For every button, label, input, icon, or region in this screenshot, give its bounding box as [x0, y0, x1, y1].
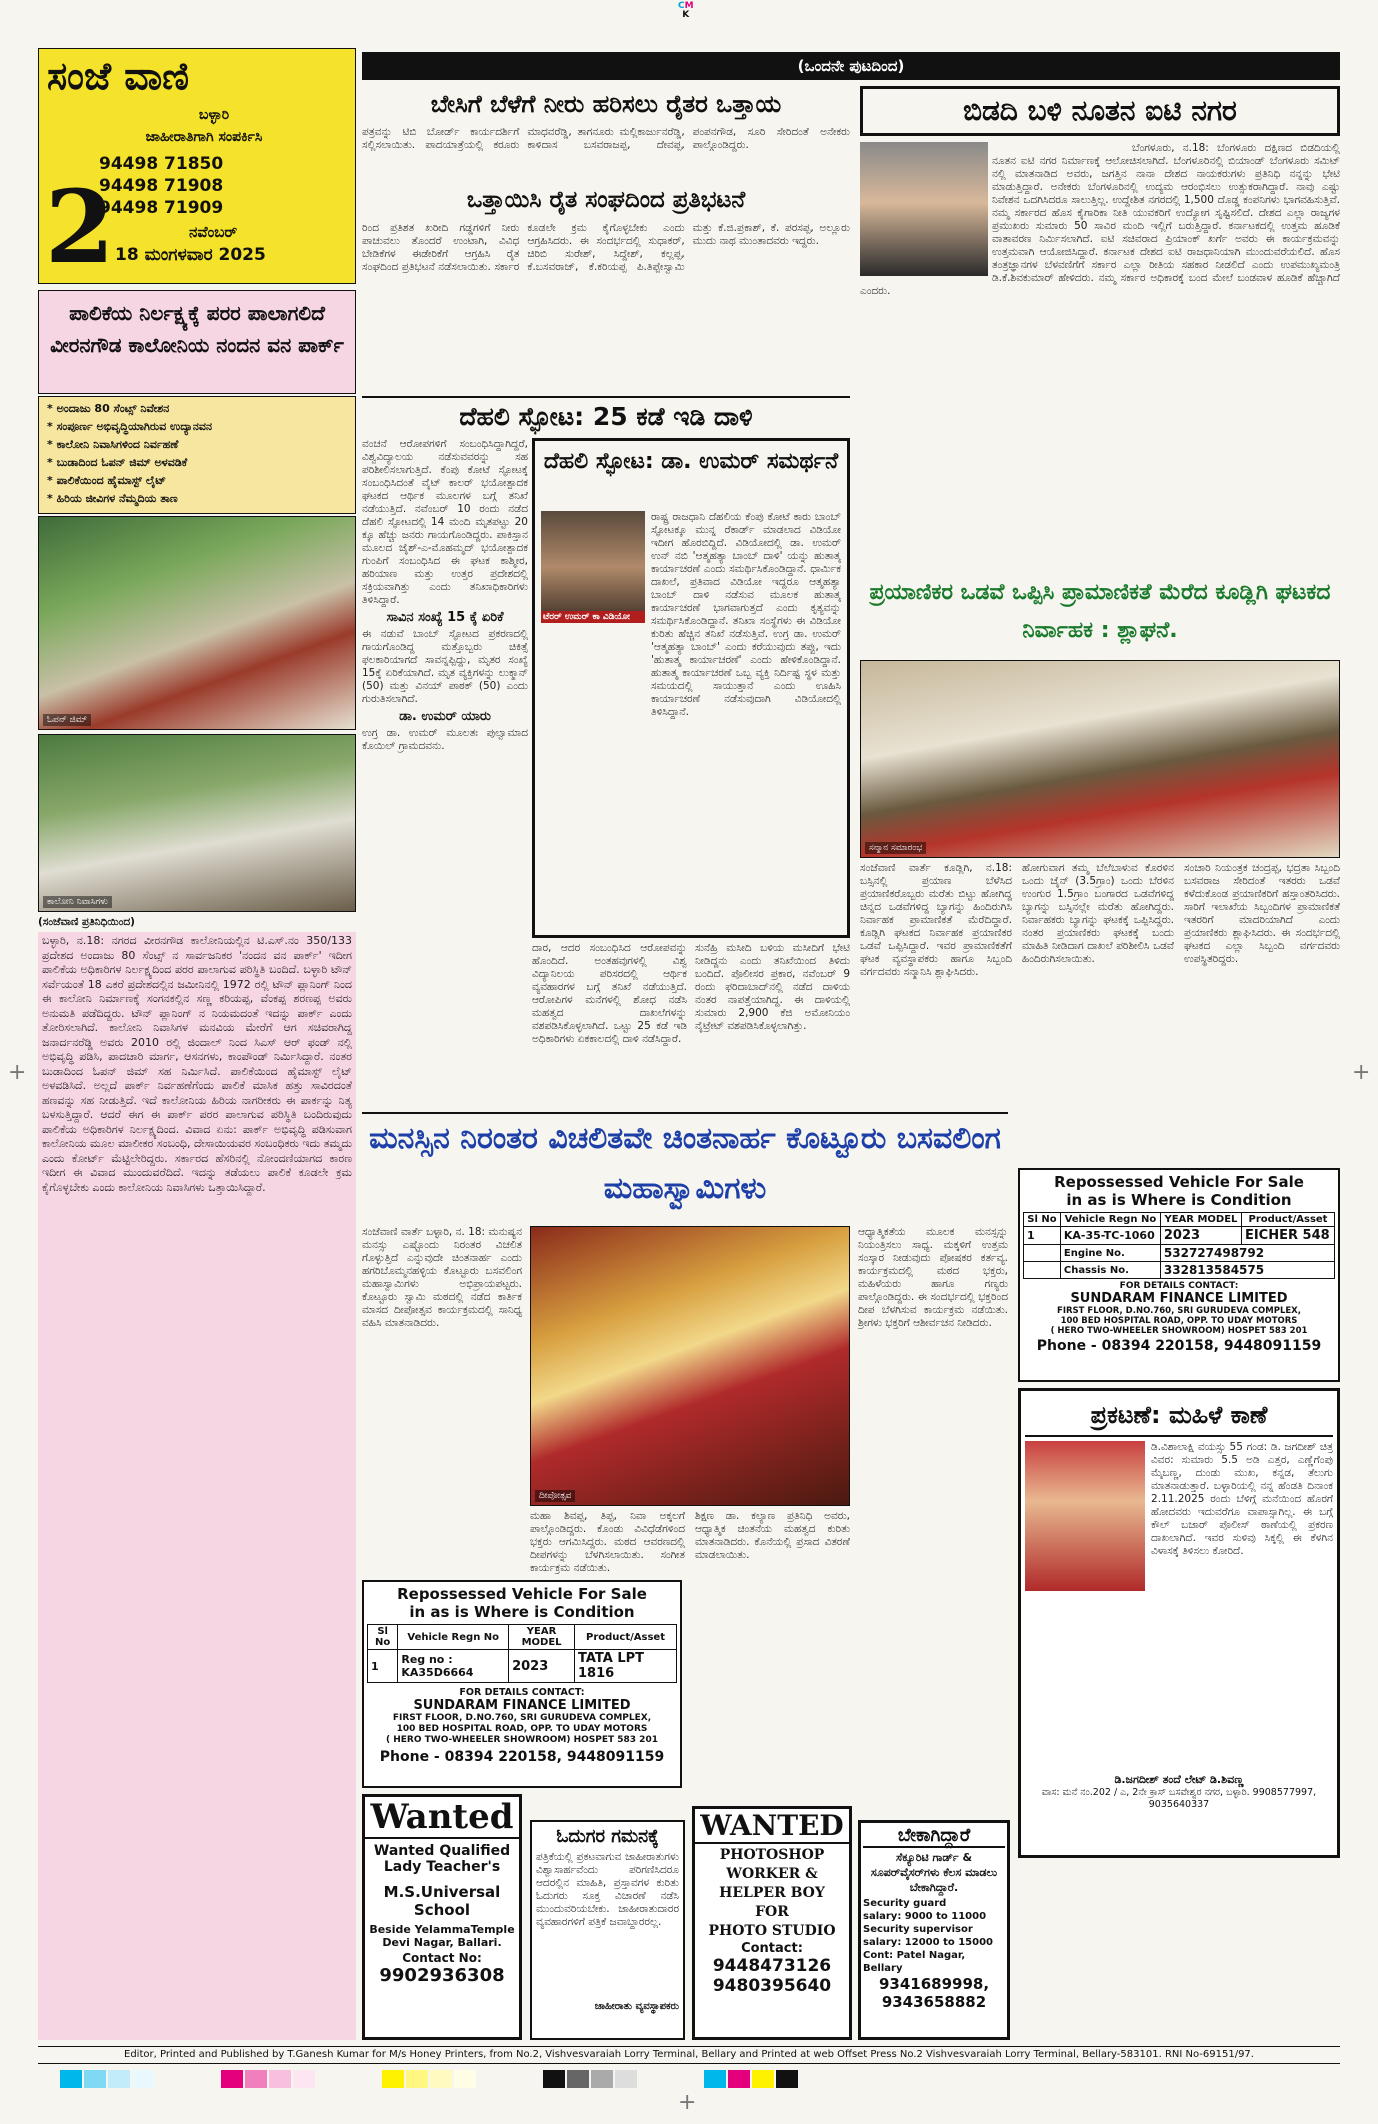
delhi-bottom-col2: ಸುನೆಹ್ರಿ ಮಸೀದಿ ಬಳಿಯ ಮಸೀದಿಗೆ ಭೇಟಿ ನೀಡಿದ್ದನು ಎಂದು ತನಿಖೆಯಿಂದ ತಿಳಿದು ಬಂದಿದೆ. ಪೊಲೀಸರ ಪ್ರಕಾರ, ನವೆಂಬರ್ 9 ರಂದು ಫರಿದಾಬಾದ್‌ನಲ್ಲಿ ನಡೆದ ದಾಳಿಯ ನಂತರ ನಾಪತ್ತೆಯಾಗಿದ್ದ. ಈ ದಾಳಿಯಲ್ಲಿ ಸುಮಾರು 2,900 ಕೆಜಿ ಅಮೋನಿಯಂ ನೈಟ್ರೇಟ್ ವಶಪಡಿಸಿಕೊಳ್ಳಲಾಗಿತ್ತು. — [695, 942, 850, 1032]
footer-imprint: Editor, Printed and Published by T.Ganesh Kumar for M/s Honey Printers, from No.2, Vishvesvaraiah Lorry Terminal, Bellary and Printed at web Offset Press No.2 Vishvesvaraiah Lorry Terminal, Bellary-583101. RNI No-69151/97. — [38, 2046, 1340, 2064]
swatch — [567, 2070, 589, 2088]
ad1-addr2: 100 BED HOSPITAL ROAD, OPP. TO UDAY MOTORS — [396, 1724, 648, 1734]
ad1-phone: Phone - 08394 220158, 9448091159 — [379, 1749, 665, 1765]
td: KA-35-TC-1060 — [1060, 1227, 1160, 1245]
wanted-teacher-title: Wanted — [365, 1797, 519, 1839]
swamiji-col4: ಶಿಕ್ಷಣ ಡಾ. ಕಲ್ಯಾಣ ಪ್ರತಿನಿಧಿ ಅವರು, ಆಧ್ಯಾತ್ಮಿಕ ಚಿಂತನೆಯ ಮಹತ್ವದ ಕುರಿತು ಮಾತನಾಡಿದರು. ಕೊನೆಯಲ್ಲಿ ಪ್ರಸಾದ ವಿತರಣೆ ಮಾಡಲಾಯಿತು. — [695, 1510, 850, 1561]
cmk-mark — [678, 2, 694, 20]
photo-label: ಸನ್ಮಾನ ಸಮಾರಂಭ — [865, 842, 926, 854]
bullet-text: ಪಾಲಿಕೆಯಿಂದ ಹೈಮಾಸ್ಟ್ ಲೈಟ್ — [56, 474, 167, 487]
td: Chassis No. — [1060, 1262, 1160, 1279]
swatch — [245, 2070, 267, 2088]
ad1-addr1: FIRST FLOOR, D.NO.760, SRI GURUDEVA COMPLEX, — [392, 1713, 652, 1723]
swatch — [108, 2070, 130, 2088]
farmers-body: ರಿಂದ ಪ್ರತಿಶತ ಖರೀದಿ ಗಡ್ಡಗಳಿಗೆ ನೀರು ಪಾಚುವಲು ತೊಂದರೆ ಉಂಟಾಗಿ, ವಿವಿಧ ಬೇಡಿಕೆಗಳ ಈಡೇರಿಕೆಗೆ ಆಗ್ರಹಿಸಿ ರೈತ ಸಂಘದಿಂದ ಪ್ರತಿಭಟನೆ ನಡೆಸಲಾಯಿತು. ಸರ್ಕಾರ ಕೂಡಲೇ ಕ್ರಮ ಕೈಗೊಳ್ಳಬೇಕು ಎಂದು ಆಗ್ರಹಿಸಿದರು. ಈ ಸಂದರ್ಭದಲ್ಲಿ ಸುಧಾಕರ್, ಚಿರಿಬಿ ಸುರೇಶ್, ಸಿದ್ದೇಶ್, ಕಲ್ಲಪ್ಪ, ಕೆ.ಬಸವರಾಜ್, ಕೆ.ಕರಿಯಪ್ಪ ಪಿ.ತಿಪ್ಪೇಸ್ವಾಮಿ ಮತ್ತು ಕೆ.ಜಿ.ಪ್ರಕಾಶ್, ಕೆ. ಪರಸಪ್ಪ, ಅಲ್ಲೂರು ಮುದು ನಾಥ ಮುಂತಾದವರು ಇದ್ದರು. — [362, 222, 850, 273]
ad1-contact-label: FOR DETAILS CONTACT: — [459, 1687, 585, 1698]
masthead-phone-1: 94498 71850 — [99, 154, 224, 174]
ad2-table — [1023, 1212, 1335, 1279]
td: 532727498792 — [1160, 1245, 1334, 1262]
wanted-photo-phone1: 9448473126 — [712, 1956, 832, 1976]
park-photo-gym — [38, 516, 356, 730]
security-guard-label: Security guard — [863, 1898, 947, 1909]
swatch — [591, 2070, 613, 2088]
wanted-photo-lines — [695, 1846, 849, 1941]
bullet-text: ಅಂದಾಜು 80 ಸೆಂಟ್ಸ್ ನಿವೇಶನ — [56, 402, 170, 415]
wanted-photo-phone2: 9480395640 — [712, 1976, 832, 1996]
security-ad-roles: ಸೆಕ್ಯೂರಿಟಿ ಗಾರ್ಡ್ & ಸೂಪರ್‌ವೈಸರ್‌ಗಳು ಕೆಲಸ ಮಾಡಲು ಬೇಕಾಗಿದ್ದಾರೆ. — [870, 1851, 998, 1894]
td: EICHER 548 — [1241, 1227, 1334, 1245]
wanted-teacher-phone: 9902936308 — [379, 1965, 505, 1986]
masthead-month: ನವೆಂಬರ್ — [189, 223, 238, 241]
wanted-photo-line5: PHOTO STUDIO — [708, 1923, 836, 1939]
photo-label: ಕಾಲೋನಿ ನಿವಾಸಿಗಳು — [43, 896, 112, 908]
td — [1024, 1245, 1061, 1262]
ad2-addr3: ( HERO TWO-WHEELER SHOWROOM) HOSPET 583 201 — [1050, 1326, 1308, 1336]
missing-person-photo — [1025, 1441, 1145, 1591]
swatch — [132, 2070, 154, 2088]
bus-story-col1: ಸಂಜೆವಾಣಿ ವಾರ್ತೆ ಕೂಡ್ಲಿಗಿ, ನ.18: ಬಸ್ಸಿನಲ್ಲಿ ಪ್ರಯಾಣ ಬೆಳೆಸಿದ ಪ್ರಯಾಣಿಕರೊಬ್ಬರು ಮರೆತು ಬಿಟ್ಟು ಹೋಗಿದ್ದ ಚಿನ್ನದ ಒಡವೆಗಳಿದ್ದ ಬ್ಯಾಗನ್ನು ಹಿಂದಿರುಗಿಸಿ ನಿರ್ವಾಹಕ ಪ್ರಾಮಾಣಿಕತೆ ಮೆರೆದಿದ್ದಾರೆ. ಕೂಡ್ಲಿಗಿ ಘಟಕದ ನಿರ್ವಾಹಕ ಪ್ರಯಾಣಿಕರ ಒಡವೆ ಒಪ್ಪಿಸಿದ್ದಾರೆ. ಇವರ ಪ್ರಾಮಾಣಿಕತೆಗೆ ಘಟಕ ವ್ಯವಸ್ಥಾಪಕರು ಹಾಗೂ ಸಿಬ್ಬಂದಿ ವರ್ಗದವರು ಸನ್ಮಾನಿಸಿ ಶ್ಲಾಘಿಸಿದರು. — [860, 862, 1012, 978]
masthead-ad-label: ಜಾಹೀರಾತಿಗಾಗಿ ಸಂಪರ್ಕಿಸಿ — [145, 129, 263, 145]
photo-label: ದೀಪೋತ್ಸವ — [535, 1490, 575, 1502]
readers-note-body: ಪತ್ರಿಕೆಯಲ್ಲಿ ಪ್ರಕಟವಾಗುವ ಜಾಹೀರಾತುಗಳು ವಿಶ್ವಾಸಾರ್ಹವೆಂದು ಪರಿಗಣಿಸಿದರೂ ಆದರಲ್ಲಿನ ಮಾಹಿತಿ, ಪ್ರಸ್ತಾವಗಳ ಕುರಿತು ಓದುಗರು ಸೂಕ್ತ ವಿಚಾರಣೆ ನಡೆಸಿ ಮುಂದುವರಿಯಬೇಕು. ಜಾಹೀರಾತುದಾರರ ವ್ಯವಹಾರಗಳಿಗೆ ಪತ್ರಿಕೆ ಜವಾಬ್ದಾರರಲ್ಲ. — [536, 1851, 679, 1928]
irrigation-body: ಪತ್ರವನ್ನು ಟಿಬಿ ಬೋರ್ಡ್ ಕಾರ್ಯದರ್ಶಿಗೆ ಸಲ್ಲಿಸಲಾಯಿತು. ಪಾದಯಾತ್ರೆಯಲ್ಲಿ ಕರೂರು ಮಾಧವರೆಡ್ಡಿ, ತಾಗನೂರು ಮಲ್ಲಿಕಾರ್ಜುನರೆಡ್ಡಿ, ಕಾಳಿದಾಸ ಬಸವರಾಜಪ್ಪ, ದೇವಪ್ಪ, ಪಂಪನಗೌಡ, ಸೂರಿ ಸೇರಿದಂತೆ ಅನೇಕರು ಪಾಲ್ಗೊಂಡಿದ್ದರು. — [362, 126, 850, 151]
bullet: * ಸಂಪೂರ್ಣ ಅಭಿವೃದ್ಧಿಯಾಗಿರುವ ಉದ್ಯಾನವನ — [47, 420, 213, 433]
security-ad-details — [863, 1897, 1005, 1975]
swatch — [382, 2070, 404, 2088]
delhi-banner: ದೆಹಲಿ ಸ್ಫೋಟ: 25 ಕಡೆ ಇಡಿ ದಾಳಿ — [362, 396, 850, 434]
security-guard-salary: salary: 9000 to 11000 — [863, 1911, 987, 1922]
left-story-bullets — [38, 396, 356, 514]
ad2-title2: in as is Where is Condition — [1066, 1191, 1292, 1209]
bullet: * ಬುಡಾದಿಂದ ಓಪನ್ ಜಿಮ್ ಅಳವಡಿಕೆ — [47, 456, 188, 469]
security-addr: Cont: Patel Nagar, Bellary — [863, 1950, 966, 1974]
security-phone2: 9343658882 — [881, 1993, 987, 2011]
masthead-city: ಬಳ್ಳಾರಿ — [198, 107, 230, 123]
swatch — [615, 2070, 637, 2088]
it-city-body — [860, 142, 1340, 568]
swatch — [84, 2070, 106, 2088]
photo-spacer — [860, 142, 992, 278]
swatch — [430, 2070, 452, 2088]
repossessed-ad-2 — [1018, 1168, 1340, 1382]
delhi-left-body2: ಈ ನಡುವೆ ಬಾಂಬ್ ಸ್ಫೋಟದ ಪ್ರಕರಣದಲ್ಲಿ ಗಾಯಗೊಂಡಿದ್ದ ಮತ್ತೊಬ್ಬರು ಚಿಕಿತ್ಸೆ ಫಲಕಾರಿಯಾಗದೆ ಸಾವನ್ನಪ್ಪಿದ್ದು, ಮೃತರ ಸಂಖ್ಯೆ 15ಕ್ಕೆ ಏರಿಕೆಯಾಗಿದೆ. ಮೃತ ವ್ಯಕ್ತಿಗಳನ್ನು ಲುಕ್ಮಾನ್ (50) ಮತ್ತು ವಿನಯ್ ಪಾಠಕ್ (50) ಎಂದು ಗುರುತಿಸಲಾಗಿದೆ. — [362, 628, 528, 705]
ad2-addr1: FIRST FLOOR, D.NO.760, SRI GURUDEVA COMPLEX, — [1057, 1306, 1301, 1316]
swatch — [752, 2070, 774, 2088]
swatch — [454, 2070, 476, 2088]
masthead-phone-3: 94498 71909 — [99, 198, 224, 218]
missing-body: ಡಿ.ವಿಶಾಲಾಕ್ಷಿ ವಯಸ್ಸು 55 ಗಂಡ: ಡಿ. ಜಗದೀಶ್ ಚಿತ್ರ ವಿವರ: ಸುಮಾರು 5.5 ಅಡಿ ಎತ್ತರ, ಎಣ್ಣೆಗೆಂಪು ಮೈಬಣ್ಣ, ದುಂಡು ಮುಖ, ಕನ್ನಡ, ತೆಲುಗು ಮಾತನಾಡುತ್ತಾರೆ. ಬಳ್ಳಾರಿಯಲ್ಲಿ ನನ್ನ ಹೆಂಡತಿ ದಿನಾಂಕ 2.11.2025 ರಂದು ಬೆಳಿಗ್ಗೆ ಮನೆಯಿಂದ ಹೊರಗೆ ಹೋದವರು ಇದುವರೆಗೂ ವಾಪಾಸ್ಸಾಗಿಲ್ಲ. ಈ ಬಗ್ಗೆ ಕೌಲ್ ಬಜಾರ್ ಪೊಲೀಸ್ ಠಾಣೆಯಲ್ಲಿ ಪ್ರಕರಣ ದಾಖಲಾಗಿದೆ. ಇವರ ಸುಳಿವು ಸಿಕ್ಕಲ್ಲಿ ಈ ಕೆಳಗಿನ ವಿಳಾಸಕ್ಕೆ ತಿಳಿಸಲು ಕೋರಿದೆ. — [1151, 1441, 1333, 1557]
wanted-teacher-contact-label: Contact No: — [402, 1951, 482, 1965]
wanted-photo-line2: WORKER & — [726, 1866, 818, 1882]
td: Reg no : KA35D6664 — [398, 1650, 509, 1683]
td: 1 — [1024, 1227, 1061, 1245]
missing-notice — [1018, 1388, 1340, 1858]
delhi-left-body: ವಂಚನೆ ಆರೋಪಗಳಿಗೆ ಸಂಬಂಧಿಸಿದ್ದಾಗಿದ್ದರೆ, ವಿಶ್ವವಿದ್ಯಾಲಯ ನಡೆಸುವವರನ್ನು ಸಹ ಪರಿಶೀಲಿಸಲಾಗುತ್ತಿದೆ. ಕೆಂಪು ಕೋಟೆ ಸ್ಫೋಟಕ್ಕೆ ಸಂಬಂಧಿಸಿದಂತೆ ವೈಟ್ ಕಾಲರ್ ಭಯೋತ್ಪಾದಕ ಘಟಕದ ಆರ್ಥಿಕ ಮೂಲಗಳ ಬಗ್ಗೆ ತನಿಖೆ ನಡೆಯುತ್ತಿದೆ. ನವೆಂಬರ್ 10 ರಂದು ನಡೆದ ದೆಹಲಿ ಸ್ಫೋಟದಲ್ಲಿ 14 ಮಂದಿ ಮೃತಪಟ್ಟು 20 ಕ್ಕೂ ಹೆಚ್ಚು ಜನರು ಗಾಯಗೊಂಡಿದ್ದರು. ಪಾಕಿಸ್ತಾನ ಮೂಲದ ಜೈಶ್-ಎ-ಮೊಹಮ್ಮದ್ ಭಯೋತ್ಪಾದಕ ಗುಂಪಿಗೆ ಸಂಬಂಧಿಸಿದ ಈ ಘಟಕ ಕಾಶ್ಮೀರ, ಹರಿಯಾಣ ಮತ್ತು ಉತ್ತರ ಪ್ರದೇಶದಲ್ಲಿ ಸಕ್ರಿಯವಾಗಿತ್ತು ಎಂದು ತನಿಖಾಧಿಕಾರಿಗಳು ತಿಳಿಸಿದ್ದಾರೆ. — [362, 438, 528, 606]
td — [1024, 1262, 1061, 1279]
bullet: * ಪಾಲಿಕೆಯಿಂದ ಹೈಮಾಸ್ಟ್ ಲೈಟ್ — [47, 474, 167, 487]
delhi-subhead-deaths: ಸಾವಿನ ಸಂಖ್ಯೆ 15 ಕ್ಕೆ ಏರಿಕೆ — [386, 610, 504, 625]
security-sup-label: Security supervisor — [863, 1924, 973, 1935]
wanted-teacher-ad — [362, 1794, 522, 2040]
irrigation-headline: ಬೇಸಿಗೆ ಬೆಳೆಗೆ ನೀರು ಹರಿಸಲು ರೈತರ ಒತ್ತಾಯ — [430, 90, 782, 118]
delhi-box-headline: ದೆಹಲಿ ಸ್ಫೋಟ: ಡಾ. ಉಮರ್ ಸಮರ್ಥನೆ — [543, 449, 839, 474]
color-calibration-strip — [60, 2070, 1320, 2090]
th: Product/Asset — [1241, 1213, 1334, 1227]
registration-mark-bottom: + — [678, 2090, 697, 2115]
td: 1 — [368, 1650, 398, 1683]
bus-story-headline: ಪ್ರಯಾಣಿಕರ ಒಡವೆ ಒಪ್ಪಿಸಿ ಪ್ರಾಮಾಣಿಕತೆ ಮೆರೆದ ಕೂಡ್ಲಿಗಿ ಘಟಕದ ನಿರ್ವಾಹಕ : ಶ್ಲಾಘನೆ. — [869, 580, 1331, 643]
left-story-byline: (ಸಂಜೆವಾಣಿ ಪ್ರತಿನಿಧಿಯಿಂದ) — [38, 916, 135, 928]
readers-note — [530, 1820, 685, 2040]
ad2-addr2: 100 BED HOSPITAL ROAD, OPP. TO UDAY MOTORS — [1060, 1316, 1298, 1326]
delhi-bottom-col1: ದಾರ, ಆದರ ಸಂಬಂಧಿಸಿದ ಆರೋಪವನ್ನು ಹೊಂದಿದೆ. ಅಂತಹವುಗಳಲ್ಲಿ ವಿಶ್ವ ವಿದ್ಯಾನಿಲಯ ಪರಿಸರದಲ್ಲಿ ಆರ್ಥಿಕ ವ್ಯವಹಾರಗಳ ಬಗ್ಗೆ ತನಿಖೆ ನಡೆಯುತ್ತಿದೆ. ಆರೋಪಿಗಳ ಮನೆಗಳಲ್ಲಿ ಶೋಧ ನಡೆಸಿ ಮಹತ್ವದ ದಾಖಲೆಗಳನ್ನು ವಶಪಡಿಸಿಕೊಳ್ಳಲಾಗಿದೆ. ಒಟ್ಟು 25 ಕಡೆ ಇಡಿ ಅಧಿಕಾರಿಗಳು ಏಕಕಾಲದಲ್ಲಿ ದಾಳಿ ನಡೆಸಿದ್ದಾರೆ. — [532, 942, 687, 1045]
left-story-headline: ಪಾಲಿಕೆಯ ನಿರ್ಲಕ್ಷ್ಯಕ್ಕೆ ಪರರ ಪಾಲಾಗಲಿದೆ ವೀರನಗೌಡ ಕಾಲೋನಿಯ ನಂದನ ವನ ಪಾರ್ಕ್ — [38, 290, 356, 394]
security-phone1: 9341689998, — [878, 1975, 990, 1993]
swamiji-col2: ಆಧ್ಯಾತ್ಮಿಕತೆಯ ಮೂಲಕ ಮನಸ್ಸನ್ನು ನಿಯಂತ್ರಿಸಲು ಸಾಧ್ಯ. ಮಕ್ಕಳಿಗೆ ಉತ್ತಮ ಸಂಸ್ಕಾರ ನೀಡುವುದು ಪೋಷಕರ ಕರ್ತವ್ಯ. ಕಾರ್ಯಕ್ರಮದಲ್ಲಿ ಮಠದ ಭಕ್ತರು, ಮಹಿಳೆಯರು ಹಾಗೂ ಗಣ್ಯರು ಪಾಲ್ಗೊಂಡಿದ್ದರು. ಈ ಸಂದರ್ಭದಲ್ಲಿ ಭಕ್ತರಿಂದ ದೀಪ ಬೆಳಗಿಸುವ ಕಾರ್ಯಕ್ರಮ ನಡೆಯಿತು. ಶ್ರೀಗಳು ಭಕ್ತರಿಗೆ ಆಶೀರ್ವಚನ ನೀಡಿದರು. — [858, 1226, 1008, 1329]
ad1-address — [367, 1713, 677, 1746]
bus-story-col3: ಸಂಚಾರಿ ನಿಯಂತ್ರಕ ಚಂದ್ರಪ್ಪ, ಭದ್ರತಾ ಸಿಬ್ಬಂದಿ ಬಸವರಾಜ ಸೇರಿದಂತೆ ಇತರರು ಒಡವೆ ಕಳೆದುಕೊಂಡ ಪ್ರಯಾಣಿಕರಿಗೆ ಹಸ್ತಾಂತರಿಸಿದರು. ಸಾರಿಗೆ ಇಲಾಖೆಯ ಸಿಬ್ಬಂದಿಗಳ ಪ್ರಾಮಾಣಿಕತೆ ಇತರರಿಗೆ ಮಾದರಿಯಾಗಿದೆ ಎಂದು ಪ್ರಯಾಣಿಕರು ಶ್ಲಾಘಿಸಿದರು. ಈ ಸಂದರ್ಭದಲ್ಲಿ ಘಟಕದ ಎಲ್ಲಾ ಸಿಬ್ಬಂದಿ ವರ್ಗದವರು ಉಪಸ್ಥಿತರಿದ್ದರು. — [1184, 862, 1340, 965]
masthead-date: 18 ಮಂಗಳವಾರ 2025 — [115, 245, 266, 265]
th: YEAR MODEL — [509, 1625, 575, 1650]
swamiji-col1: ಸಂಜೆವಾಣಿ ವಾರ್ತೆ ಬಳ್ಳಾರಿ, ನ. 18: ಮನುಷ್ಯನ ಮನಸ್ಸು ಎಷ್ಟೊಂದು ನಿರಂತರ ವಿಚಲಿತ ಗೊಳ್ಳುತ್ತಿದೆ ಎನ್ನುವುದೇ ಚಿಂತನಾರ್ಹ ಎಂದು ಹಗರಿಬೊಮ್ಮನಹಳ್ಳಿಯ ಕೊಟ್ಟೂರು ಬಸವಲಿಂಗ ಮಹಾಸ್ವಾಮಿಗಳು ಅಭಿಪ್ರಾಯಪಟ್ಟರು. ಕೊಟ್ಟೂರು ಸ್ವಾಮಿ ಮಠದಲ್ಲಿ ನಡೆದ ಕಾರ್ತಿಕ ಮಾಸದ ದೀಪೋತ್ಸವ ಕಾರ್ಯಕ್ರಮದಲ್ಲಿ ಸಾನಿಧ್ಯ ವಹಿಸಿ ಮಾತನಾಡಿದರು. — [362, 1226, 522, 1329]
missing-contact-addr: ವಾಸ: ಮನೆ ನಂ.202 / ಎ, 2ನೇ ಕ್ರಾಸ್ ಬಸವೇಶ್ವರ ನಗರ, ಬಳ್ಳಾರಿ. 9908577997, 9035640337 — [1041, 1787, 1317, 1810]
td: Engine No. — [1060, 1245, 1160, 1262]
ad2-address — [1023, 1306, 1335, 1336]
bullet: * ಕಾಲೋನಿ ನಿವಾಸಿಗಳಿಂದ ನಿರ್ವಹಣೆ — [47, 438, 179, 451]
th: Vehicle Regn No — [398, 1625, 509, 1650]
wanted-teacher-school: M.S.Universal School — [383, 1883, 501, 1919]
registration-mark-left: + — [8, 1060, 27, 1085]
td: 2023 — [1160, 1227, 1241, 1245]
td: 332813584575 — [1160, 1262, 1334, 1279]
continued-bar: (ಒಂದನೇ ಪುಟದಿಂದ) — [362, 52, 1340, 80]
ad2-contact-label: FOR DETAILS CONTACT: — [1119, 1281, 1239, 1291]
security-ad-title: ಬೇಕಾಗಿದ್ದಾರೆ — [863, 1825, 1005, 1848]
swamiji-headline: ಮನಸ್ಸಿನ ನಿರಂತರ ವಿಚಲಿತವೇ ಚಿಂತನಾರ್ಹ ಕೊಟ್ಟೂರು ಬಸವಲಿಂಗ ಮಹಾಸ್ವಾಮಿಗಳು — [362, 1112, 1008, 1222]
bus-story-col2: ಹೋಗುವಾಗ ತಮ್ಮ ಬೆಲೆಬಾಳುವ ಕೊರಳಿನ ಒಂದು ಚೈನ್ (3.5ಗ್ರಾಂ) ಒಂದು ಬೆರಳಿನ ಉಂಗುರ 1.5ಗ್ರಾಂ ಬಂಗಾರದ ಒಡವೆಗಳಿದ್ದ ಬ್ಯಾಗನ್ನು ಬಸ್ಸಿನಲ್ಲೇ ಮರೆತು ಹೋಗಿದ್ದರು. ನಿರ್ವಾಹಕರು ಬ್ಯಾಗನ್ನು ಘಟಕಕ್ಕೆ ಒಪ್ಪಿಸಿದ್ದರು. ನಂತರ ಪ್ರಯಾಣಿಕರು ಘಟಕಕ್ಕೆ ಬಂದು ಮಾಹಿತಿ ನೀಡಿದಾಗ ದಾಖಲೆ ಪರಿಶೀಲಿಸಿ ಒಡವೆ ಹಿಂದಿರುಗಿಸಲಾಯಿತು. — [1022, 862, 1174, 965]
bullet-text: ಬುಡಾದಿಂದ ಓಪನ್ ಜಿಮ್ ಅಳವಡಿಕೆ — [56, 456, 188, 469]
wanted-photo-line3: HELPER BOY — [719, 1885, 825, 1901]
it-city-text: ಬೆಂಗಳೂರು, ನ.18: ಬೆಂಗಳೂರು ದಕ್ಷಿಣದ ಬಿಡದಿಯಲ್ಲಿ ನೂತನ ಐಟಿ ನಗರ ನಿರ್ಮಾಣಕ್ಕೆ ಆಲೋಚಿಸಲಾಗಿದೆ. ಬೆಂಗಳೂರಿನಲ್ಲಿ ಬಿಯಾಂಡ್ ಬೆಂಗಳೂರು ಸಮಿಟ್ ನಲ್ಲಿ ಮಾತನಾಡಿದ ಅವರು, ಜಗತ್ತಿನ ನಾನಾ ದೇಶದ ನಾಯಕರುಗಳು ಪ್ರತಿನಿಧಿ ನನ್ನನ್ನು ಭೇಟಿ ಮಾಡುತ್ತಿದ್ದಾರೆ. ಅನೇಕರು ಬೆಂಗಳೂರಿನಲ್ಲಿ ಉದ್ಯಮ ಆರಂಭಿಸಲು ಉತ್ಸುಕರಾಗಿದ್ದಾರೆ. ನಾವು ಎಷ್ಟು ನಿವೇಶನ ಒದಗಿಸಿದರೂ ಸಾಲುತ್ತಿಲ್ಲ. ಉದ್ದೇಶಿತ ನಗರದಲ್ಲಿ 1,500 ದೊಡ್ಡ ಕಂಪನಿಗಳು ಭಾಗವಹಿಸುತ್ತಿವೆ. ನಮ್ಮ ಸರ್ಕಾರದ ಹೊಸ ಕೈಗಾರಿಕಾ ನೀತಿ ಯುವಕರಿಗೆ ಉದ್ಯೋಗ ಸೃಷ್ಟಿಸಲಿದೆ. ದೇಶದ ಎಲ್ಲಾ ರಾಜ್ಯಗಳ ಪ್ರಮುಖರು ಸುಮಾರು 50 ಸಾವಿರ ಮಂದಿ ಇಲ್ಲಿಗೆ ಬರುತ್ತಿದ್ದಾರೆ. ಕರ್ನಾಟಕದಲ್ಲಿ ಉತ್ತಮ ಹೂಡಿಕೆ ವಾತಾವರಣ ನಿರ್ಮಿಸಲಾಗಿದೆ. ಐಟಿ ಸಚಿವರಾದ ಪ್ರಿಯಾಂಕ್ ಖರ್ಗೆ ಅವರು ಈ ಕಾರ್ಯಕ್ರಮವನ್ನು ಉತ್ತಮವಾಗಿ ಆಯೋಜಿಸಿದ್ದಾರೆ. ಕರ್ನಾಟಕ ದೇಶದ ಐಟಿ ರಾಜಧಾನಿಯಾಗಿ ಮುಂದುವರೆಯಲಿದೆ. ಹೊಸ ತಂತ್ರಜ್ಞಾನಗಳ ಬೆಳವಣಿಗೆಗೆ ಸರ್ಕಾರ ಎಲ್ಲಾ ರೀತಿಯ ಸಹಕಾರ ನೀಡಲಿದೆ ಎಂದು ಉಪಮುಖ್ಯಮಂತ್ರಿ ಡಿ.ಕೆ.ಶಿವಕುಮಾರ್ ಹೇಳಿದರು. ನಮ್ಮ ಸರ್ಕಾರ ಅಧಿಕಾರಕ್ಕೆ ಬಂದ ಮೇಲೆ ಬಂಡವಾಳ ಹೂಡಿಕೆ ಹೆಚ್ಚಾಗಿದೆ ಎಂದರು. — [860, 142, 1340, 297]
ad1-title2: in as is Where is Condition — [409, 1603, 635, 1621]
bullet-text: ಸಂಪೂರ್ಣ ಅಭಿವೃದ್ಧಿಯಾಗಿರುವ ಉದ್ಯಾನವನ — [56, 420, 213, 433]
swatch — [704, 2070, 726, 2088]
ad1-table — [367, 1624, 677, 1683]
th: Vehicle Regn No — [1060, 1213, 1160, 1227]
wanted-teacher-addr: Beside YelammaTemple Devi Nagar, Ballari. — [369, 1923, 515, 1949]
td: TATA LPT 1816 — [575, 1650, 677, 1683]
page-number: 2 — [45, 168, 115, 286]
ad1-company: SUNDARAM FINANCE LIMITED — [413, 1698, 631, 1713]
delhi-left-col — [362, 438, 528, 1106]
th: Sl No — [368, 1625, 398, 1650]
photo-label: ಓಪನ್ ಜಿಮ್ — [43, 714, 91, 726]
bullet: * ಅಂದಾಜು 80 ಸೆಂಟ್ಸ್ ನಿವೇಶನ — [47, 402, 170, 415]
missing-headline: ಪ್ರಕಟಣೆ: ಮಹಿಳೆ ಕಾಣೆ — [1025, 1395, 1333, 1437]
swatch — [728, 2070, 750, 2088]
readers-note-title: ಓದುಗರ ಗಮನಕ್ಕೆ — [556, 1826, 659, 1847]
cmk-m: M — [684, 1, 694, 11]
wanted-photo-line1: PHOTOSHOP — [719, 1847, 825, 1863]
readers-note-sign: ಜಾಹೀರಾತು ವ್ಯವಸ್ಥಾಪಕರು — [594, 2001, 679, 2012]
park-photo-residents — [38, 734, 356, 912]
repossessed-ad-1 — [362, 1580, 682, 1788]
wanted-photo-title: WANTED — [695, 1809, 849, 1844]
cmk-k: K — [682, 10, 690, 20]
th: Sl No — [1024, 1213, 1061, 1227]
swatch — [406, 2070, 428, 2088]
bullet: * ಹಿರಿಯ ಜೀವಿಗಳ ನೆಮ್ಮದಿಯ ತಾಣ — [47, 492, 178, 505]
umar-photo — [541, 511, 645, 623]
bus-story-photo — [860, 660, 1340, 858]
ad1-title1: Repossessed Vehicle For Sale — [397, 1585, 647, 1603]
masthead-phone-2: 94498 71908 — [99, 176, 224, 196]
ad2-company: SUNDARAM FINANCE LIMITED — [1070, 1291, 1288, 1306]
swatch — [776, 2070, 798, 2088]
delhi-box — [532, 438, 850, 938]
wanted-photo-contact-label: Contact: — [741, 1941, 803, 1956]
bullet-text: ಕಾಲೋನಿ ನಿವಾಸಿಗಳಿಂದ ನಿರ್ವಹಣೆ — [56, 438, 179, 451]
farmers-headline: ಒತ್ತಾಯಿಸಿ ರೈತ ಸಂಘದಿಂದ ಪ್ರತಿಭಟನೆ — [466, 187, 746, 213]
security-sup-salary: salary: 12000 to 15000 — [863, 1937, 993, 1948]
wanted-teacher-line1: Wanted Qualified — [373, 1843, 511, 1859]
swatch — [293, 2070, 315, 2088]
security-ad — [858, 1820, 1010, 2040]
th: Product/Asset — [575, 1625, 677, 1650]
wanted-photo-ad — [692, 1806, 852, 2040]
masthead — [38, 48, 356, 284]
it-city-headline: ಬಿಡದಿ ಬಳಿ ನೂತನ ಐಟಿ ನಗರ — [860, 86, 1340, 136]
wanted-photo-line4: FOR — [755, 1904, 789, 1920]
th: YEAR MODEL — [1160, 1213, 1241, 1227]
delhi-box-body: ರಾಷ್ಟ್ರ ರಾಜಧಾನಿ ದೆಹಲಿಯ ಕೆಂಪು ಕೋಟೆ ಕಾರು ಬಾಂಬ್ ಸ್ಫೋಟಕ್ಕೂ ಮುನ್ನ ರೆಕಾರ್ಡ್ ಮಾಡಲಾದ ವಿಡಿಯೋ ಇದೀಗ ಹೊರಬಿದ್ದಿದೆ. ವಿಡಿಯೋದಲ್ಲಿ ಡಾ. ಉಮರ್ ಉನ್ ನಬಿ 'ಆತ್ಮಹತ್ಯಾ ಬಾಂಬ್ ದಾಳಿ' ಯನ್ನು ಹುತಾತ್ಮ ಕಾರ್ಯಾಚರಣೆ ಎಂದು ಸಮರ್ಥಿಸಿಕೊಂಡಿದ್ದಾನೆ. ಧಾರ್ಮಿಕ ದಾಖಲೆ, ಪ್ರತಿವಾದ ವಿಡಿಯೋ ಇದ್ದರೂ ಆತ್ಮಹತ್ಯಾ ಬಾಂಬ್ ದಾಳಿ ನಡೆಸುವ ಮೂಲಕ ಹುತಾತ್ಮ ಕಾರ್ಯಾಚರಣೆ ಭಾಗವಾಗುತ್ತದೆ ಎಂದು ಕೃತ್ಯವನ್ನು ಸಮರ್ಥಿಸಿಕೊಂಡಿದ್ದಾನೆ. ತನಿಖಾ ಸಂಸ್ಥೆಗಳು ಈ ವಿಡಿಯೋ ಕುರಿತು ಹೆಚ್ಚಿನ ತನಿಖೆ ನಡೆಸುತ್ತಿವೆ. ಉಗ್ರ ಡಾ. ಉಮರ್ 'ಆತ್ಮಹತ್ಯಾ ಬಾಂಬ್' ಎಂದು ಕರೆಯುವುದು ತಪ್ಪು, ಇದು 'ಹುತಾತ್ಮ ಕಾರ್ಯಾಚರಣೆ' ಎಂದು ಹೇಳಿಕೊಂಡಿದ್ದಾನೆ. ಹುತಾತ್ಮ ಕಾರ್ಯಾಚರಣೆ ಒಬ್ಬ ವ್ಯಕ್ತಿ ನಿರ್ದಿಷ್ಟ ಸ್ಥಳ ಮತ್ತು ಸಮಯದಲ್ಲಿ ಸಾಯುತ್ತಾನೆ ಎಂದು ಊಹಿಸಿ ಕಾರ್ಯಾಚರಣೆ ನಡೆಸುವುದಾಗಿ ವಿಡಿಯೋದಲ್ಲಿ ತಿಳಿಸಿದ್ದಾನೆ. — [651, 511, 841, 718]
masthead-title: ಸಂಜೆ ವಾಣಿ — [47, 53, 190, 98]
swatch — [543, 2070, 565, 2088]
swatch — [221, 2070, 243, 2088]
bullet-text: ಹಿರಿಯ ಜೀವಿಗಳ ನೆಮ್ಮದಿಯ ತಾಣ — [56, 492, 178, 505]
left-story-body: ಬಳ್ಳಾರಿ, ನ.18: ನಗರದ ವೀರನಗೌಡ ಕಾಲೋನಿಯಲ್ಲಿನ ಟಿ.ಎಸ್.ನಂ 350/133 ಪ್ರದೇಶದ ಅಂದಾಜು 80 ಸೆಂಟ್ಸ್ ನ ಸಾರ್ವಜನಿಕರ 'ನಂದನ ವನ ಪಾರ್ಕ್' ಇದೀಗ ಪಾಲಿಕೆಯ ಅಧಿಕಾರಿಗಳ ನಿರ್ಲಕ್ಷ್ಯದಿಂದ ಪರರ ಪಾಲಾಗುವ ಪರಿಸ್ಥಿತಿ ಬಂದಿದೆ. ಬಳ್ಳಾರಿ ಟೌನ್ ಸರ್ವೆಯಂತೆ 18 ಎಕರೆ ಪ್ರದೇಶದಲ್ಲಿನ ಜಮೀನಿನಲ್ಲಿ 1972 ರಲ್ಲಿ ಟೌನ್ ಪ್ಲಾನಿಂಗ್ ನಿಂದ ಈ ಕಾಲೋನಿ ನಿರ್ಮಾಣಕ್ಕೆ ಸಂಗನಕಲ್ಲಿನ ಸಣ್ಣ ಕರಿಯಪ್ಪ, ವೆಂಕಪ್ಪ ಶರಣಪ್ಪ ಅವರು ಅನುಮತಿ ಪಡೆದಿದ್ದರು. ಟೌನ್ ಪ್ಲಾನಿಂಗ್ ನ ನಿಯಮದಂತೆ ಇದನ್ನು ಪಾರ್ಕ್ ಎಂದು ತೋರಿಸಲಾಗಿದೆ. ಕಾಲೋನಿ ನಿವಾಸಿಗಳ ಮನವಿಯ ಮೇರೆಗೆ ಆಗ ಸಚಿವರಾಗಿದ್ದ ಜನಾರ್ದನರೆಡ್ಡಿ ಅವರು 2010 ರಲ್ಲಿ ಜಿಂದಾಲ್ ನಿಂದ ಸಿಎಸ್ ಆರ್ ಫಂಡ್ ನಲ್ಲಿ ಅಭಿವೃದ್ಧಿ ಪಡಿಸಿ, ಪಾದಚಾರಿ ಮಾರ್ಗ, ಆಸನಗಳು, ಕಾಂಪೌಂಡ್ ನಿರ್ಮಿಸಿದ್ದಾರೆ. ನಂತರ ಬುಡಾದಿಂದ ಓಪನ್ ಜಿಮ್ ಸಹ ನಿರ್ಮಿಸಿದೆ. ಪಾಲಿಕೆಯಿಂದ ಹೈಮಾಸ್ಟ್ ಲೈಟ್ ಅಳವಡಿಸಿದೆ. ಅಲ್ಲದೆ ಪಾರ್ಕ್ ನಿರ್ವಹಣೆಗೆಂದು ಪಾಲಿಕೆ ಮಾಸಿಕ ಹತ್ತು ಸಾವಿರದಂತೆ ಹಣವನ್ನು ಸಹ ನೀಡುತ್ತಿದೆ. ಇದೆ ಕಾಲೋನಿಯ ಹಿರಿಯ ನಾಗರೀಕರು ಈ ಪಾರ್ಕನ್ನು ನಿತ್ಯ ಬಳಸುತ್ತಿದ್ದಾರೆ. ಆದರೆ ಈಗ ಈ ಪಾರ್ಕ್ ಪರರ ಪಾಲಾಗುವ ಪರಿಸ್ಥಿತಿ ಬಂದಿರುವುದು ಪಾಲಿಕೆಯ ಅಧಿಕಾರಿಗಳ ನಿರ್ಲಕ್ಷ್ಯದಿಂದ. ವಿವಾದ ಏನು: ಪಾರ್ಕ್ ಅಭಿವೃದ್ಧಿ ಪಡಿಸುವಾಗ ಕಾಲೋನಿಯ ಮೂಲ ಮಾಲೀಕರ ಸಂಬಂಧಿ, ದೇಸಾಯಿಯವರ ಸಂಬಂಧಿಕರು ಇದು ತಮ್ಮದು ಎಂದು ಕೋರ್ಟ್ ಮೆಟ್ಟಿಲೇರಿದ್ದರು. ಸರ್ಕಾರದ ಹೆಸರಿನಲ್ಲಿ ನೋಂದಣಿಯಾಗದ ಕಾರಣ ಇದೀಗ ಈ ವಿವಾದ ಮುಂದುವರೆದಿದೆ. ಇದನ್ನು ತಡೆಯಲು ಪಾಲಿಕೆ ಕೂಡಲೇ ಕ್ರಮ ಕೈಗೊಳ್ಳಬೇಕು ಎಂದು ಕಾಲೋನಿಯ ನಿವಾಸಿಗಳು ಒತ್ತಾಯಿಸಿದ್ದಾರೆ. — [38, 932, 356, 2040]
td: 2023 — [509, 1650, 575, 1683]
registration-mark-right: + — [1352, 1060, 1371, 1085]
masthead-phones — [99, 153, 223, 219]
delhi-subhead-who: ಡಾ. ಉಮರ್ ಯಾರು — [399, 709, 491, 724]
delhi-left-body3: ಉಗ್ರ ಡಾ. ಉಮರ್ ಮೂಲತಃ ಪುಲ್ವಾಮಾದ ಕೊಯಿಲ್ ಗ್ರಾಮದವನು. — [362, 727, 528, 752]
ad2-title1: Repossessed Vehicle For Sale — [1054, 1173, 1304, 1191]
swatch — [60, 2070, 82, 2088]
cmk-c: C — [678, 1, 685, 11]
swamiji-col3: ಮಹಾ ಶಿವಪ್ಪ, ತಿಪ್ಪ, ನಿವಾ ಅಕ್ಕಲಗೆ ಪಾಲ್ಗೊಂಡಿದ್ದರು. ಕೊಂಡು ವಿವಿಧೆಡೆಗಳಿಂದ ಭಕ್ತರು ಆಗಮಿಸಿದ್ದರು. ಮಠದ ಆವರಣದಲ್ಲಿ ದೀಪಗಳನ್ನು ಬೆಳಗಿಸಲಾಯಿತು. ಸಂಗೀತ ಕಾರ್ಯಕ್ರಮ ನಡೆಯಿತು. — [530, 1510, 685, 1574]
swatch — [269, 2070, 291, 2088]
swamiji-photo — [530, 1226, 850, 1506]
wanted-teacher-line2: Lady Teacher's — [383, 1859, 501, 1875]
missing-contact-name: ಡಿ.ಜಗದೀಶ್ ತಂದೆ ಲೇಟ್ ಡಿ.ಶಿವಣ್ಣ — [1114, 1773, 1244, 1786]
ad1-addr3: ( HERO TWO-WHEELER SHOWROOM) HOSPET 583 201 — [386, 1735, 658, 1745]
umar-photo-caption: ಟೆರರ್ ಉಮರ್ ಕಾ ವಿಡಿಯೋ — [541, 611, 645, 623]
ad2-phone: Phone - 08394 220158, 9448091159 — [1036, 1338, 1322, 1354]
